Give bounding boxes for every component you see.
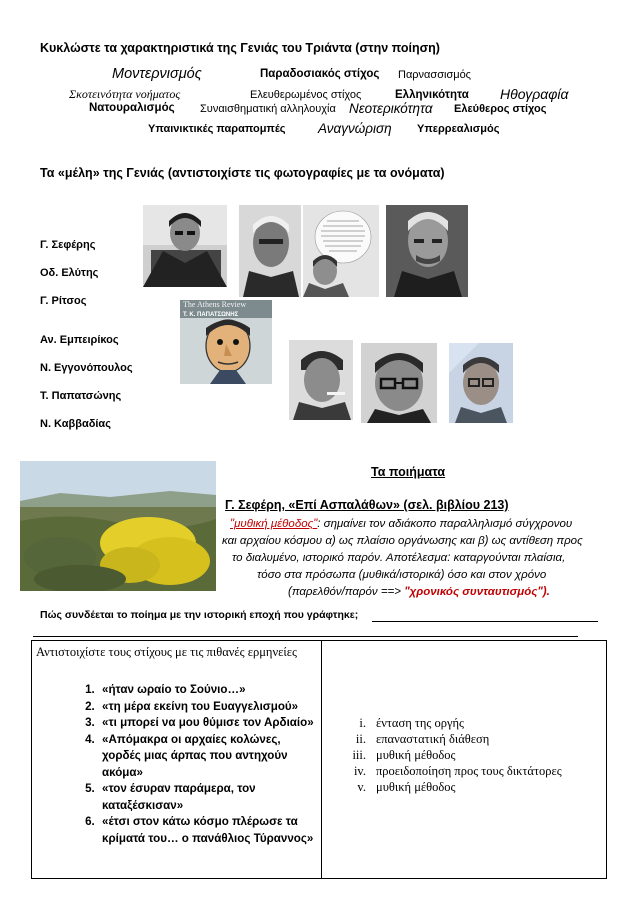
numeral-1: i.: [359, 716, 366, 730]
term-freed-verse: Ελευθερωμένος στίχος: [250, 89, 362, 101]
portrait-photo-smoking: [289, 340, 353, 420]
name-empeirikos: Αν. Εμπειρίκος: [40, 334, 119, 346]
name-ritsos: Γ. Ρίτσος: [40, 295, 87, 307]
interpretation-item-5: [322, 779, 606, 795]
numeral-3: iii.: [352, 748, 366, 762]
verses-list: [32, 682, 321, 847]
interpretation-text-1: ένταση της οργής: [376, 716, 465, 730]
verse-item-5: 5. «τον έσυραν παράμερα, τον καταξέσκισαν»: [98, 781, 321, 814]
name-engonopoulos: Ν. Εγγονόπουλος: [40, 362, 133, 374]
name-kavvadias: Ν. Καββαδίας: [40, 418, 111, 430]
verse-item-4: 4. «Απόμακρα οι αρχαίες κολώνες, χορδές μιας άρπας που αντηχούν ακόμα»: [98, 732, 321, 782]
note-line-5-text: (παρελθόν/παρόν ==>: [288, 586, 405, 598]
term-obscurity: Σκοτεινότητα νοήματος: [69, 87, 181, 101]
answer-line-1[interactable]: [372, 621, 598, 622]
interpretation-item-1: [322, 715, 606, 731]
poem-title: Γ. Σεφέρη, «Επί Ασπαλάθων» (σελ. βιβλίου 213): [225, 498, 509, 512]
history-question: Πώς συνδέεται το ποίημα με την ιστορική εποχή που γράφτηκε;: [40, 609, 359, 621]
aspalathos-landscape-photo: [20, 461, 216, 591]
numeral-2: ii.: [355, 732, 366, 746]
chronological-identification-term: "χρονικός συνταυτισμός").: [404, 586, 550, 598]
verse-item-6: 6. «έτσι στον κάτω κόσμο πλέρωσε τα κρίματά του… ο πανάθλιος Τύραννος»: [98, 814, 321, 847]
interpretations-column: [322, 641, 607, 879]
portrait-photo-4: [386, 205, 468, 297]
term-recognition: Αναγνώριση: [318, 121, 392, 136]
interpretation-text-3: μυθική μέθοδος: [376, 748, 456, 762]
interpretations-list: [322, 715, 606, 795]
poems-heading: Τα ποιήματα: [371, 465, 446, 479]
name-papatsonis: Τ. Παπατσώνης: [40, 390, 122, 402]
term-allusive-references: Υπαινικτικές παραπομπές: [148, 123, 286, 135]
term-surrealism: Υπερρεαλισμός: [417, 123, 500, 135]
section1-title: Κυκλώστε τα χαρακτηριστικά της Γενιάς του Τριάντα (στην ποίηση): [40, 41, 440, 55]
term-emotional-sequence: Συναισθηματική αλληλουχία: [200, 103, 336, 115]
mythic-method-line-1: [230, 518, 572, 530]
verse-item-1: 1. «ήταν ωραίο το Σούνιο…»: [98, 682, 321, 699]
interpretation-item-4: [322, 763, 606, 779]
term-free-verse: Ελεύθερος στίχος: [454, 103, 547, 115]
interpretation-text-2: επαναστατική διάθεση: [376, 732, 490, 746]
term-naturalism: Νατουραλισμός: [89, 102, 175, 114]
verses-column: [32, 641, 322, 879]
portrait-photo-glasses: [361, 343, 437, 423]
verse-item-3: 3. «τι μπορεί να μου θύμισε τον Αρδιαίο»: [98, 715, 321, 732]
verse-item-2: 2. «τη μέρα εκείνη του Ευαγγελισμού»: [98, 699, 321, 716]
papatsonis-caricature: [180, 300, 272, 384]
mythic-method-line-2: και αρχαίου κόσμου α) ως πλαίσιο οργάνωσης και β) ως αντίθεση προς: [222, 535, 583, 547]
portrait-photo-blue: [449, 343, 513, 423]
section2-title: Τα «μέλη» της Γενιάς (αντιστοιχίστε τις φωτογραφίες με τα ονόματα): [40, 166, 445, 180]
answer-line-2[interactable]: [33, 636, 578, 637]
numeral-4: iv.: [353, 764, 366, 778]
name-elytis: Οδ. Ελύτης: [40, 267, 99, 279]
mythic-method-line-4: τόσο στα πρόσωπα (μυθικά/ιστορικά) όσο και στον χρόνο: [257, 569, 547, 581]
portrait-photo-3-with-poem: [303, 205, 379, 297]
term-parnassianism: Παρνασσισμός: [398, 69, 471, 81]
mythic-method-term: "μυθική μέθοδος": [230, 518, 318, 530]
term-traditional-verse: Παραδοσιακός στίχος: [260, 68, 380, 80]
athens-review-text: The Athens Review: [183, 300, 247, 309]
interpretation-text-4: προειδοποίηση προς τους δικτάτορες: [376, 764, 562, 778]
term-modernism: Μοντερνισμός: [112, 66, 202, 82]
portrait-photo-2: [239, 205, 301, 297]
numeral-5: v.: [357, 780, 366, 794]
portrait-photo-1: [143, 205, 227, 287]
term-modernity: Νεοτερικότητα: [349, 101, 433, 116]
note-line-1-text: : σημαίνει τον αδιάκοπο παραλληλισμό σύγχρονου: [317, 518, 573, 530]
interpretation-item-3: [322, 747, 606, 763]
interpretation-item-2: [322, 731, 606, 747]
matching-table: [31, 640, 607, 879]
name-seferis: Γ. Σεφέρης: [40, 239, 96, 251]
matching-header: Αντιστοιχίστε τους στίχους με τις πιθανές ερμηνείες: [36, 645, 297, 659]
papatsonis-caption: Τ. Κ. ΠΑΠΑΤΣΩΝΗΣ: [183, 312, 239, 318]
mythic-method-line-3: το διαλυμένο, ιστορικό παρόν. Αποτέλεσμα: καταργούνται πλαίσια,: [232, 552, 566, 564]
term-greekness: Ελληνικότητα: [395, 89, 469, 101]
interpretation-text-5: μυθική μέθοδος: [376, 780, 456, 794]
term-ethography: Ηθογραφία: [500, 86, 569, 102]
mythic-method-line-5: [288, 586, 550, 598]
